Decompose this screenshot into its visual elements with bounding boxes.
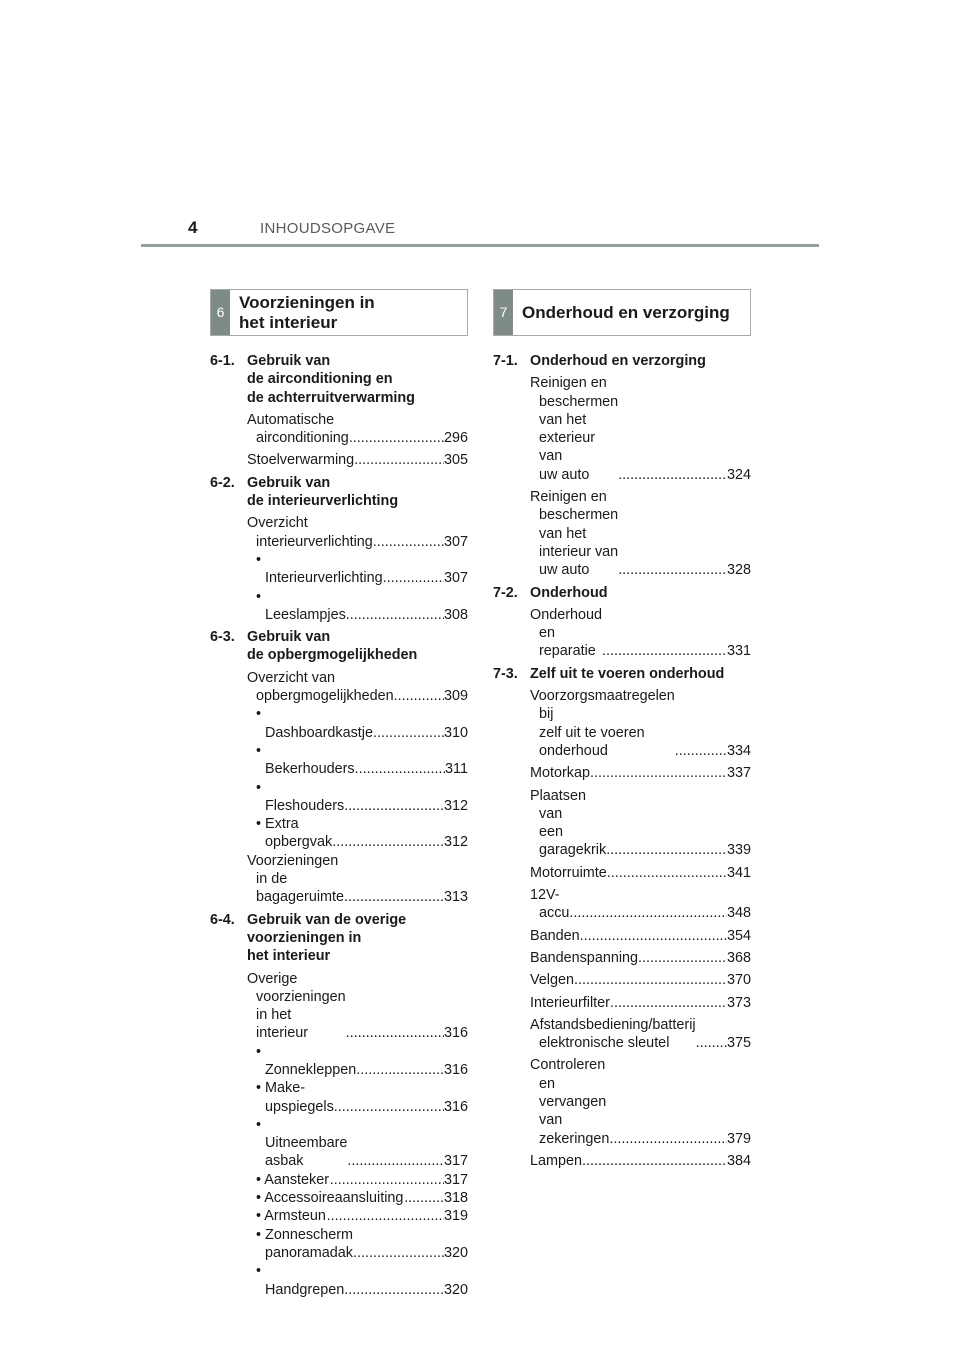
toc-item[interactable]	[247, 588, 468, 625]
toc-item-label: Lampen	[530, 1152, 583, 1169]
toc-item-page: 328	[726, 562, 751, 579]
toc-item[interactable]	[247, 970, 468, 1043]
toc-item-page: 334	[726, 742, 751, 759]
section-heading-text: Onderhoud	[530, 584, 608, 601]
toc-item-page: 319	[443, 1208, 468, 1225]
dot-leader	[327, 1207, 444, 1225]
toc-item-label: Motorruimte	[530, 864, 607, 881]
section-heading-text: Zelf uit te voeren onderhoud	[530, 665, 725, 682]
toc-item[interactable]	[247, 669, 468, 706]
toc-column-left	[210, 289, 468, 1303]
toc-sub-list	[247, 669, 468, 907]
section-heading	[210, 289, 468, 336]
toc-item[interactable]	[530, 374, 751, 484]
toc-item-label: Velgen	[530, 972, 575, 989]
toc-item[interactable]	[530, 787, 751, 860]
section-number: 6-1.	[210, 353, 235, 369]
toc-item-page: 312	[443, 797, 468, 814]
section-heading-text: Gebruik van de overige voorzieningen in het interieur	[247, 911, 407, 965]
toc-item[interactable]	[247, 1226, 468, 1263]
dot-leader	[344, 888, 444, 906]
toc-item-label: • Zonnescherm panoramadak	[256, 1226, 354, 1261]
toc-item-label: • Uitneembare asbak	[256, 1116, 348, 1170]
toc-item[interactable]	[247, 705, 468, 742]
toc-item[interactable]	[530, 864, 751, 882]
toc-item[interactable]	[247, 815, 468, 852]
toc-item[interactable]	[247, 779, 468, 816]
toc-item-page: 316	[443, 1061, 468, 1078]
toc-item[interactable]	[247, 551, 468, 588]
toc-item[interactable]	[530, 764, 751, 782]
toc-column-right	[493, 289, 751, 1174]
toc-item-label: Overzicht van opbergmogelijkheden	[247, 669, 394, 705]
toc-item-page: 309	[443, 688, 468, 705]
toc-item-page: 318	[443, 1190, 468, 1207]
section-number: 7-2.	[493, 584, 518, 601]
toc-item[interactable]	[530, 488, 751, 579]
toc-item-label: • Make-upspiegels	[256, 1080, 334, 1115]
toc-item-page: 331	[726, 643, 751, 660]
toc-item[interactable]	[247, 1116, 468, 1171]
toc-item[interactable]	[530, 606, 751, 661]
toc-item-page: 354	[726, 927, 751, 944]
dot-leader	[607, 864, 727, 882]
toc-item-label: • Fleshouders	[256, 779, 345, 814]
toc-item-page: 317	[443, 1153, 468, 1170]
toc-item-page: 308	[443, 606, 468, 623]
toc-item-label: Banden	[530, 927, 580, 944]
section-heading	[493, 289, 751, 336]
toc-item-page: 379	[726, 1130, 751, 1147]
toc-item-page: 307	[443, 570, 468, 587]
section-number: 7-3.	[493, 665, 518, 682]
toc-item-page: 296	[443, 430, 468, 447]
dot-leader	[347, 1152, 444, 1170]
dot-leader	[638, 949, 727, 967]
toc-item-page: 339	[726, 842, 751, 859]
toc-item[interactable]	[247, 1189, 468, 1207]
dot-leader	[574, 971, 727, 989]
toc-item-label: Interieurfilter	[530, 994, 610, 1011]
dot-leader	[569, 904, 727, 922]
dot-leader	[356, 1061, 444, 1079]
toc-item-page: 375	[726, 1035, 751, 1052]
dot-leader	[373, 533, 444, 551]
dot-leader	[618, 466, 727, 484]
toc-section-heading[interactable]	[210, 911, 468, 966]
toc-item-label: Voorzieningen in de bagageruimte	[247, 852, 345, 906]
toc-section-heading[interactable]	[493, 352, 751, 370]
dot-leader	[394, 687, 444, 705]
toc-section-entry	[210, 474, 468, 624]
toc-item[interactable]	[247, 1043, 468, 1080]
toc-item-label: • Leeslampjes	[256, 588, 346, 623]
toc-item-label: • Extra opbergvak	[256, 816, 333, 851]
toc-item-label: Plaatsen van een garagekrik	[530, 787, 607, 859]
dot-leader	[590, 764, 727, 782]
toc-item-label: Overige voorzieningen in het interieur	[247, 970, 346, 1042]
toc-item[interactable]	[530, 1016, 751, 1053]
dot-leader	[344, 1281, 444, 1299]
toc-item-page: 348	[726, 905, 751, 922]
toc-item-label: Afstandsbediening/batterij elektronische sleutel	[530, 1016, 696, 1052]
dot-leader	[349, 429, 444, 447]
toc-item-label: Onderhoud en reparatie	[530, 606, 603, 660]
toc-item[interactable]	[530, 1056, 751, 1147]
toc-section-heading[interactable]	[493, 584, 751, 602]
toc-item-page: 316	[443, 1025, 468, 1042]
toc-section-heading[interactable]	[210, 352, 468, 407]
dot-leader	[354, 451, 444, 469]
toc-item[interactable]	[247, 1262, 468, 1299]
dot-leader	[330, 1171, 444, 1189]
dot-leader	[332, 833, 444, 851]
toc-item-label: • Dashboardkastje	[256, 706, 373, 741]
toc-item-label: Reinigen en beschermen van het exterieur van uw auto	[530, 375, 619, 483]
toc-item[interactable]	[247, 852, 468, 907]
toc-item[interactable]	[530, 949, 751, 967]
dot-leader	[334, 1098, 444, 1116]
dot-leader	[609, 1130, 727, 1148]
toc-item[interactable]	[530, 927, 751, 945]
toc-item-label: Overzicht interieurverlichting	[247, 515, 373, 550]
dot-leader	[353, 1244, 444, 1262]
toc-item[interactable]	[530, 971, 751, 989]
toc-section-entry	[493, 584, 751, 661]
toc-item-label: • Handgrepen	[256, 1263, 345, 1298]
toc-item-page: 324	[726, 466, 751, 483]
toc-item-page: 320	[443, 1281, 468, 1298]
toc-item-page: 305	[443, 452, 468, 469]
section-number: 6-3.	[210, 629, 235, 646]
dot-leader	[355, 760, 445, 778]
toc-item-page: 313	[443, 889, 468, 906]
section-number: 7-1.	[493, 353, 518, 369]
toc-item-label: Stoelverwarming	[247, 452, 355, 469]
section-heading-text: Gebruik van de airconditioning en de achterruitverwarming	[247, 353, 415, 406]
section-number: 6-4.	[210, 911, 235, 928]
toc-item-label: Motorkap	[530, 765, 590, 782]
toc-item[interactable]	[247, 514, 468, 551]
dot-leader	[580, 927, 727, 945]
toc-item-label: • Zonnekleppen	[256, 1043, 357, 1078]
dot-leader	[373, 724, 444, 742]
dot-leader	[344, 797, 444, 815]
toc-section-entry	[210, 352, 468, 470]
toc-item[interactable]	[247, 1207, 468, 1225]
toc-item-label: • Aansteker	[256, 1171, 330, 1188]
toc-item-page: 310	[443, 724, 468, 741]
header-rule	[141, 244, 819, 247]
toc-item-page: 341	[726, 864, 751, 881]
toc-item-label: • Bekerhouders	[256, 742, 355, 778]
dot-leader	[696, 1034, 727, 1052]
toc-item-page: 384	[726, 1152, 751, 1169]
toc-item-label: • Armsteun	[256, 1208, 326, 1225]
section-title: Voorzieningen in het interieur	[239, 292, 375, 332]
toc-section-heading[interactable]	[493, 665, 751, 683]
toc-item[interactable]	[247, 411, 468, 448]
toc-item-label: Reinigen en beschermen van het interieur van uw auto	[530, 489, 619, 579]
toc-item-page: 316	[443, 1098, 468, 1115]
toc-sub-list	[530, 606, 751, 661]
section-number: 6-2.	[210, 474, 235, 491]
dot-leader	[582, 1152, 727, 1170]
toc-section-entry	[493, 352, 751, 580]
dot-leader	[610, 994, 727, 1012]
section-tab: 7	[494, 290, 513, 335]
toc-item-page: 373	[726, 994, 751, 1011]
section-heading-text: Gebruik van de opbergmogelijkheden	[247, 629, 418, 664]
toc-section-heading[interactable]	[210, 474, 468, 511]
dot-leader	[346, 606, 444, 624]
toc-item-label: • Accessoireaansluiting	[256, 1190, 404, 1207]
toc-item-page: 370	[726, 972, 751, 989]
toc-item-label: Automatische airconditioning	[247, 411, 349, 447]
dot-leader	[606, 841, 727, 859]
toc-item[interactable]	[247, 451, 468, 469]
toc-sub-list	[530, 374, 751, 579]
dot-leader	[383, 569, 444, 587]
toc-sub-list	[247, 514, 468, 624]
section-heading-text: Onderhoud en verzorging	[530, 353, 706, 369]
toc-item[interactable]	[247, 1171, 468, 1189]
page-header	[141, 218, 819, 246]
toc-item[interactable]	[530, 886, 751, 923]
toc-item[interactable]	[530, 687, 751, 760]
toc-section-entry	[493, 665, 751, 1170]
toc-section-heading[interactable]	[210, 628, 468, 665]
toc-section-entry	[210, 628, 468, 906]
dot-leader	[602, 642, 727, 660]
page-number: 4	[188, 218, 198, 237]
toc-item-page: 320	[443, 1244, 468, 1261]
toc-item-label: 12V-accu	[530, 887, 570, 922]
toc-item-label: Controleren en vervangen van zekeringen	[530, 1057, 610, 1147]
page-title: INHOUDSOPGAVE	[260, 220, 396, 237]
dot-leader	[675, 742, 727, 760]
dot-leader	[618, 561, 727, 579]
toc-item-page: 317	[443, 1171, 468, 1188]
toc-item[interactable]	[530, 994, 751, 1012]
section-heading-text: Gebruik van de interieurverlichting	[247, 474, 399, 510]
toc-sub-list	[247, 970, 468, 1299]
toc-item-page: 307	[443, 533, 468, 550]
section-title: Onderhoud en verzorging	[522, 302, 730, 322]
toc-item-page: 312	[443, 834, 468, 851]
toc-item-page: 337	[726, 765, 751, 782]
toc-sub-list	[530, 687, 751, 1170]
toc-item-label: • Interieurverlichting	[256, 551, 383, 587]
toc-item-label: Bandenspanning	[530, 949, 639, 966]
dot-leader	[346, 1024, 444, 1042]
section-tab: 6	[211, 290, 230, 335]
toc-section-entry	[210, 911, 468, 1299]
dot-leader	[404, 1189, 444, 1207]
toc-item[interactable]	[530, 1152, 751, 1170]
toc-item[interactable]	[247, 742, 468, 779]
toc-item-label: Voorzorgsmaatregelen bij zelf uit te voeren onderhoud	[530, 688, 675, 759]
toc-sub-list	[247, 411, 468, 470]
toc-item[interactable]	[247, 1079, 468, 1116]
toc-item-page: 311	[445, 761, 468, 778]
toc-item-page: 368	[726, 949, 751, 966]
toc-entries	[493, 352, 751, 1170]
toc-entries	[210, 352, 468, 1299]
